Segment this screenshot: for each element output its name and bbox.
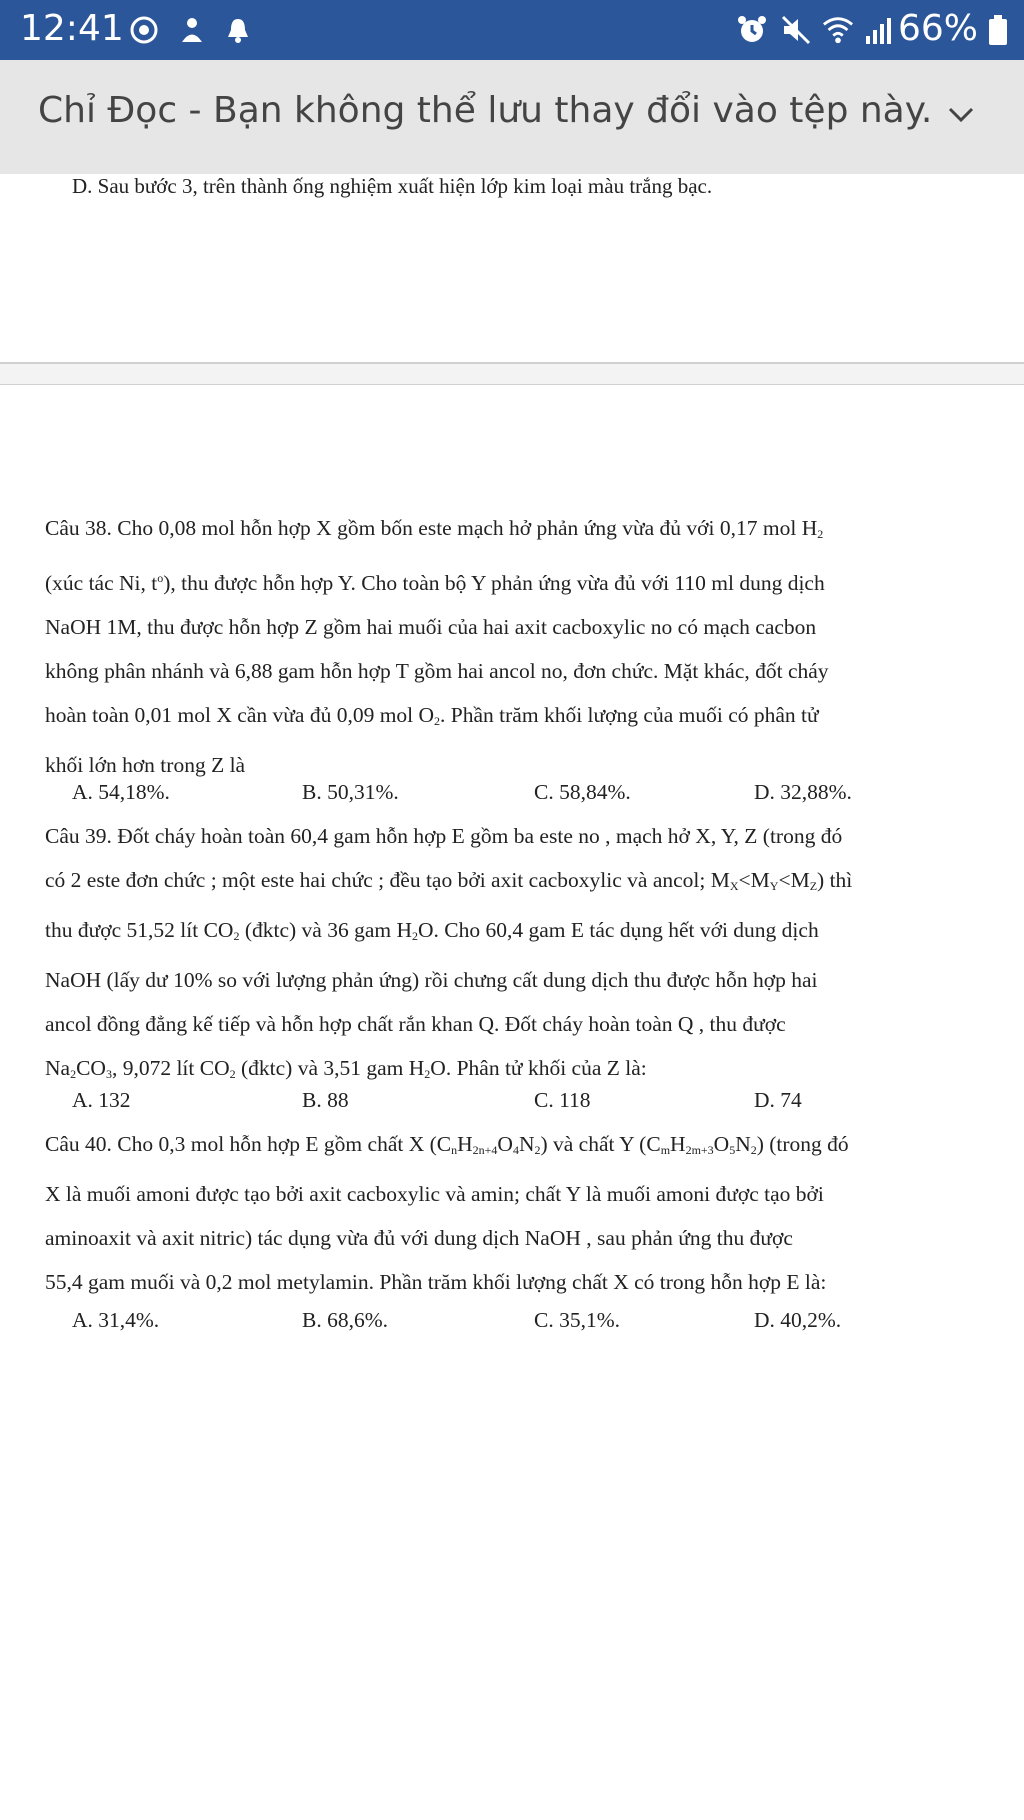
q38-line: Câu 38. Cho 0,08 mol hỗn hợp X gồm bốn este mạch hở phản ứng vừa đủ với 0,17 mol $H_2$: [45, 516, 824, 541]
question-38: [45, 506, 927, 787]
q38-line: (xúc tác Ni, $t^o$), thu được hỗn hợp Y. Cho toàn bộ Y phản ứng vừa đủ với 110 ml dung dịch: [45, 571, 825, 596]
question-39: [45, 814, 927, 1096]
wifi-icon: [822, 14, 854, 46]
whatsapp-icon: [128, 14, 160, 46]
alarm-icon: [736, 14, 768, 46]
read-only-banner: [0, 60, 1024, 174]
q38-option-b: B. 50,31%.: [302, 780, 399, 804]
read-only-message: Chỉ Đọc - Bạn không thể lưu thay đổi vào tệp này.: [38, 90, 933, 131]
q38-option-d: D. 32,88%.: [754, 780, 852, 804]
q38-options: [72, 770, 972, 814]
q39-line: Câu 39. Đốt cháy hoàn toàn 60,4 gam hỗn hợp E gồm ba este no , mạch hở X, Y, Z (trong đó: [45, 824, 843, 848]
q39-option-b: B. 88: [302, 1088, 349, 1112]
chevron-down-icon[interactable]: [942, 96, 980, 134]
q39-line: $Na_2CO_3$, 9,072 lít $CO_2$ (đktc) và 3,51 gam $H_2O$. Phân tử khối của Z là:: [45, 1056, 647, 1081]
q39-line: có 2 este đơn chức ; một este hai chức ; đều tạo bởi axit cacboxylic và ancol; $M_X<M_Y<M_Z$) thì: [45, 868, 853, 893]
q40-line: 55,4 gam muối và 0,2 mol metylamin. Phần trăm khối lượng chất X có trong hỗn hợp E là:: [45, 1270, 827, 1294]
q39-line: thu được 51,52 lít $CO_2$ (đktc) và 36 gam $H_2O$. Cho 60,4 gam E tác dụng hết với dung dịch: [45, 918, 819, 943]
q39-option-d: D. 74: [754, 1088, 802, 1112]
q40-option-a: A. 31,4%.: [72, 1308, 160, 1332]
mute-icon: [780, 14, 812, 46]
q38-option-c: C. 58,84%.: [534, 780, 631, 804]
question-40: [45, 1122, 927, 1304]
q38-line: NaOH 1M, thu được hỗn hợp Z gồm hai muối của hai axit cacboxylic no có mạch cacbon: [45, 615, 817, 640]
q40-line: aminoaxit và axit nitric) tác dụng vừa đủ với dung dịch NaOH , sau phản ứng thu được: [45, 1226, 793, 1250]
battery-percent: 66%: [897, 8, 978, 49]
q38-line: hoàn toàn 0,01 mol X cần vừa đủ 0,09 mol $O_2$. Phần trăm khối lượng của muối có phân tử: [45, 703, 819, 729]
previous-page: [0, 174, 1024, 364]
q40-option-d: D. 40,2%.: [754, 1308, 842, 1332]
messenger-icon: [176, 14, 208, 46]
q38-option-a: A. 54,18%.: [72, 780, 170, 804]
q40-line: Câu 40. Cho 0,3 mol hỗn hợp E gồm chất X $(C_nH_{2n+4}O_4N_2)$ và chất Y $(C_mH_{2m+3}O_5N_2)$ (trong đó: [45, 1132, 849, 1157]
page-separator: [0, 362, 1024, 386]
battery-icon: [982, 14, 1014, 46]
q38-line: khối lớn hơn trong Z là: [45, 753, 246, 778]
q40-option-b: B. 68,6%.: [302, 1308, 388, 1332]
option-line: D. Sau bước 3, trên thành ống nghiệm xuất hiện lớp kim loại màu trắng bạc.: [72, 174, 713, 198]
q40-options: [72, 1298, 972, 1342]
document-page: [0, 385, 1024, 1820]
q39-line: ancol đồng đẳng kế tiếp và hỗn hợp chất rắn khan Q. Đốt cháy hoàn toàn Q , thu được: [45, 1012, 786, 1036]
q39-option-c: C. 118: [534, 1088, 591, 1112]
q38-line: không phân nhánh và 6,88 gam hỗn hợp T gồm hai ancol no, đơn chức. Mặt khác, đốt cháy: [45, 659, 829, 684]
q40-line: X là muối amoni được tạo bởi axit cacboxylic và amin; chất Y là muối amoni được tạo bởi: [45, 1182, 824, 1206]
clock: 12:41: [20, 8, 124, 49]
status-bar: [0, 0, 1024, 60]
q39-line: NaOH (lấy dư 10% so với lượng phản ứng) rồi chưng cất dung dịch thu được hỗn hợp hai: [45, 968, 818, 992]
q39-options: [72, 1078, 972, 1122]
notification-bell-icon: [222, 14, 254, 46]
signal-icon: [862, 14, 894, 46]
q40-option-c: C. 35,1%.: [534, 1308, 620, 1332]
q39-option-a: A. 132: [72, 1088, 131, 1112]
